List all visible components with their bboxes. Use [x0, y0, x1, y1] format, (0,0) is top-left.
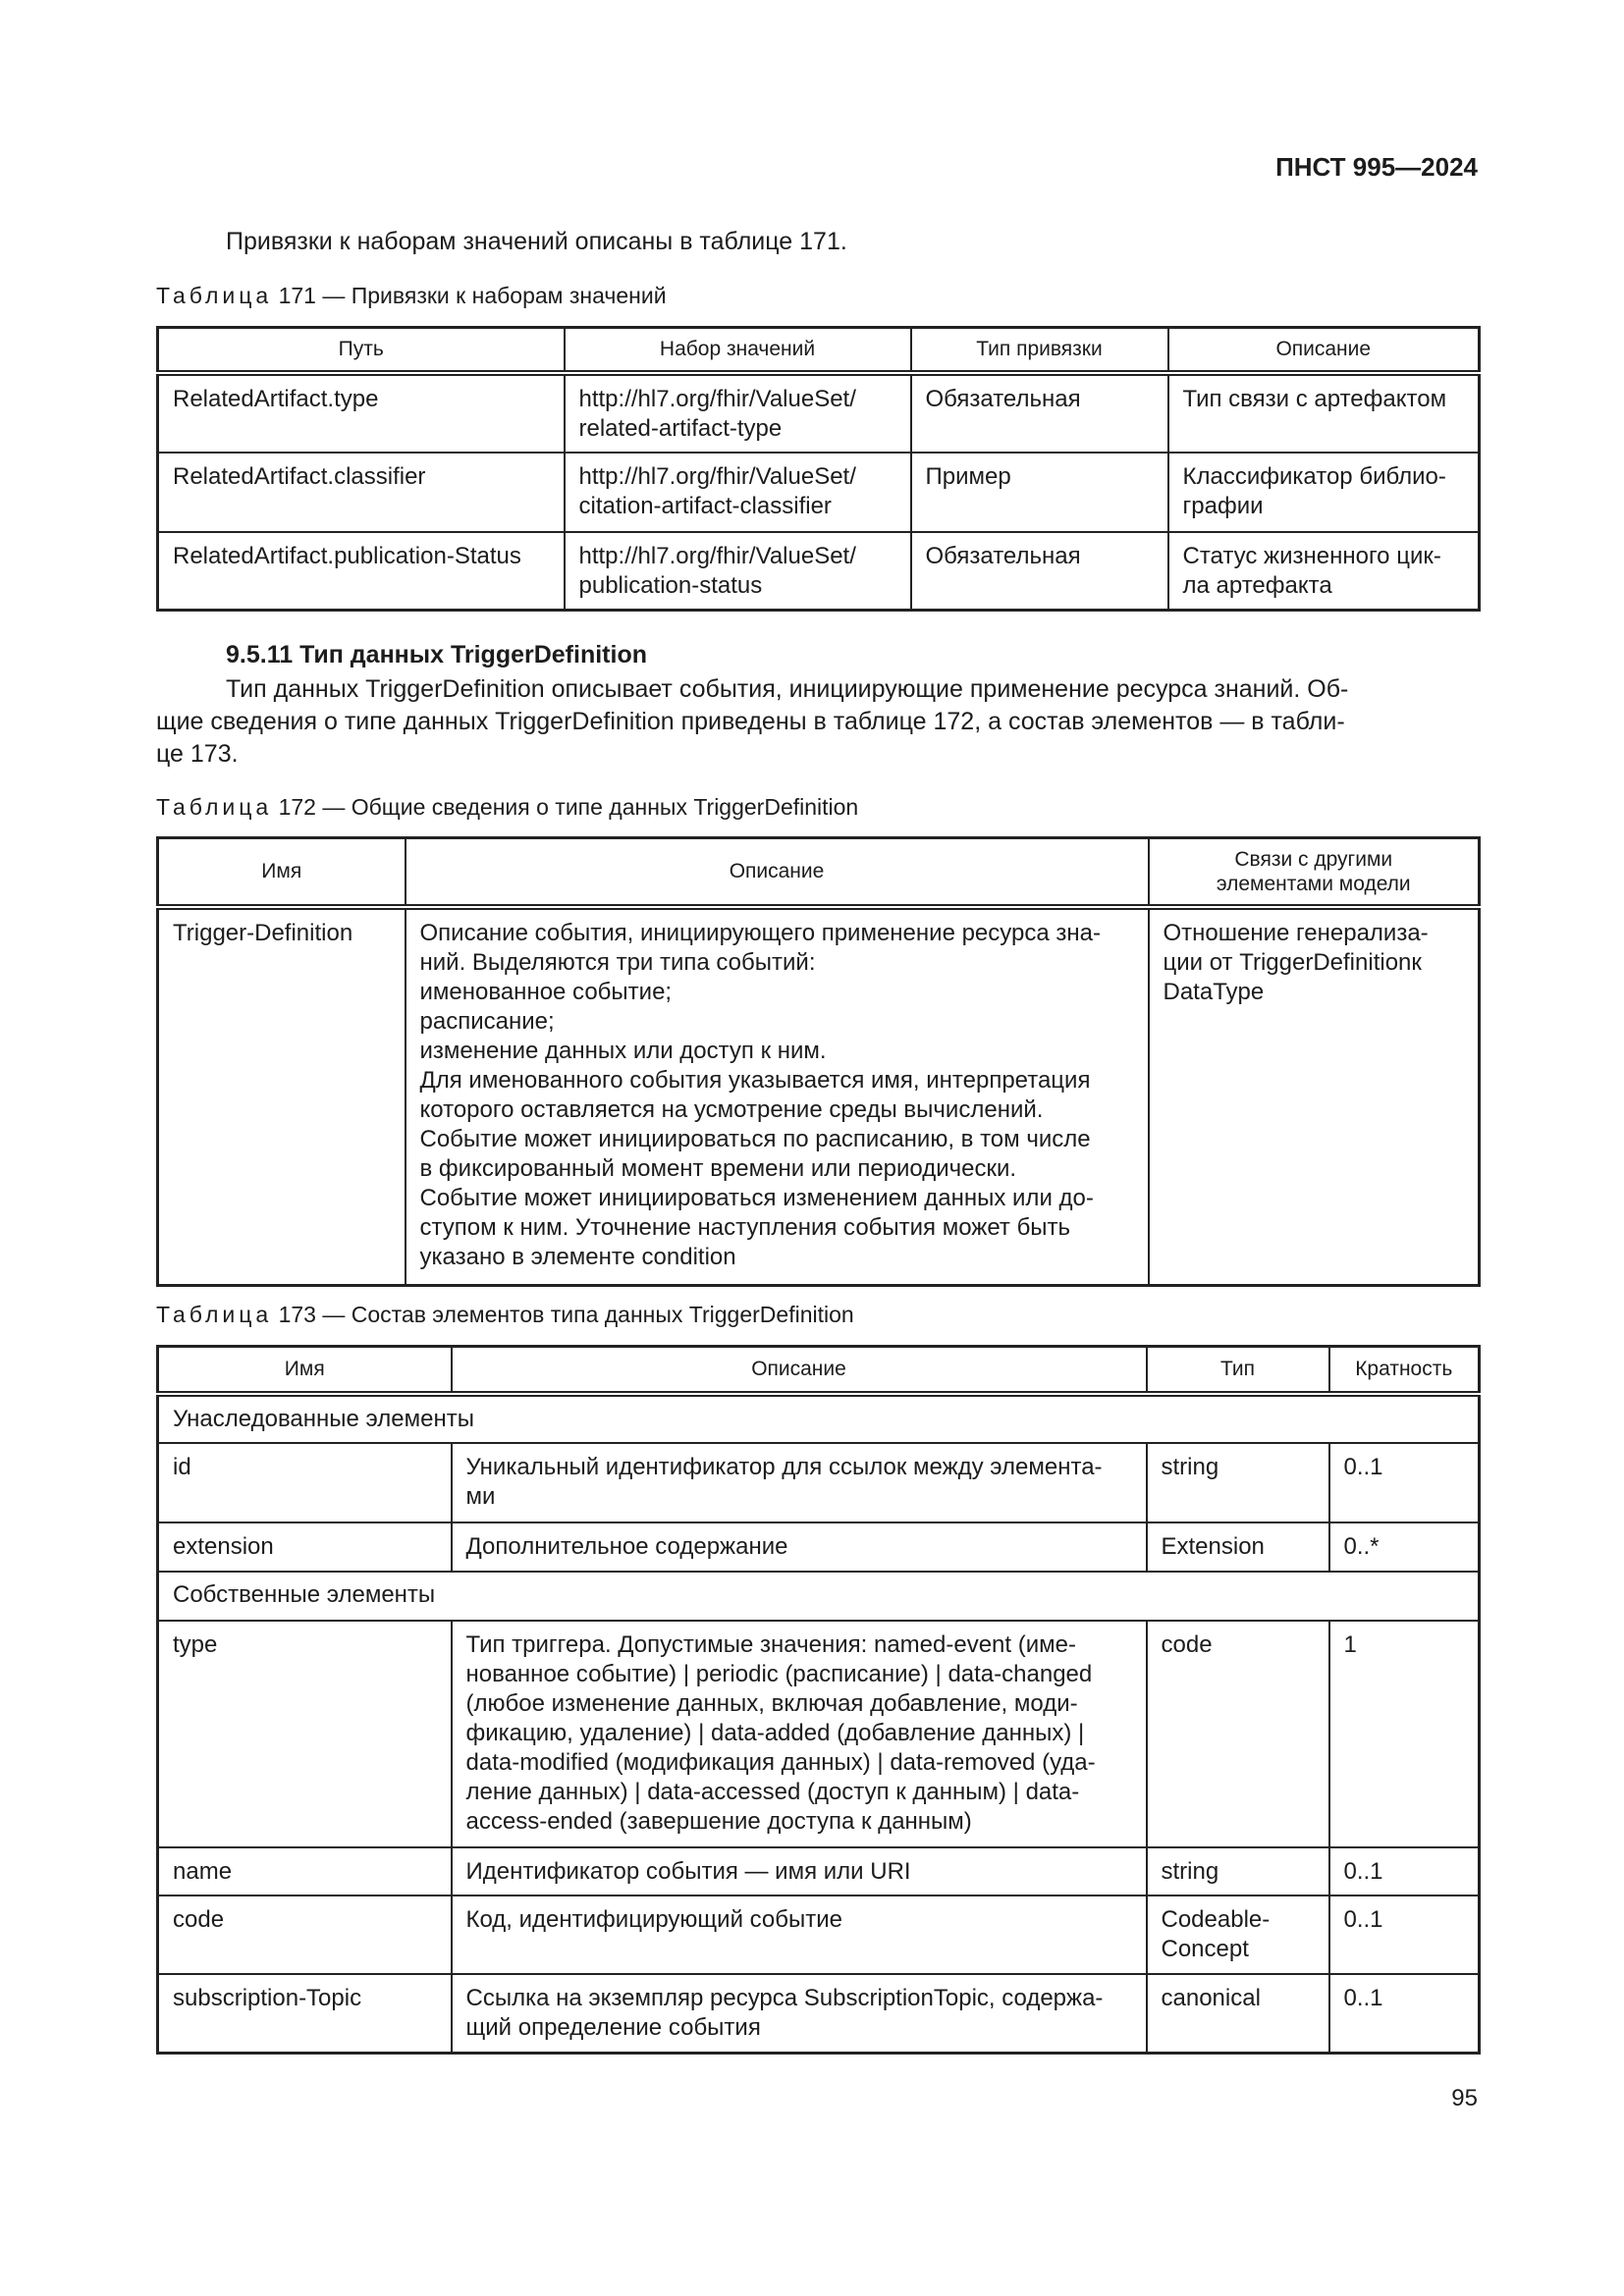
- cell-cardinality: 0..1: [1329, 1847, 1480, 1896]
- cell-relations: Отношение генерализа- ции от TriggerDefinitionк DataType: [1149, 907, 1480, 1286]
- cell-description: Уникальный идентификатор для ссылок между элемента- ми: [452, 1443, 1147, 1522]
- section-inherited: Унаследованные элементы: [158, 1394, 1480, 1443]
- table-172: [156, 836, 1481, 1287]
- cell-cardinality: 1: [1329, 1621, 1480, 1847]
- caption-prefix: Таблица: [156, 283, 273, 308]
- column-header: Кратность: [1329, 1347, 1480, 1394]
- cell-name: type: [158, 1621, 452, 1847]
- paragraph-line: це 173.: [156, 740, 239, 768]
- table-row: [158, 1974, 1480, 2054]
- table-171: [156, 326, 1481, 612]
- cell-type: code: [1147, 1621, 1329, 1847]
- section-heading: 9.5.11 Тип данных TriggerDefinition: [226, 641, 647, 668]
- caption-text: 172 — Общие сведения о типе данных TriggerDefinition: [272, 794, 859, 820]
- cell-description: Код, идентифицирующий событие: [452, 1896, 1147, 1974]
- cell-description: Описание события, инициирующего применение ресурса зна- ний. Выделяются три типа событий: именованное событие; расписание; изменение данных или доступ к ним. Для именованного события указывается имя, интерпретация которого оставляется на усмотрение среды вычислений. Событие может инициироваться по расписанию, в том числе в фиксированный момент времени или периодически. Событие может инициироваться изменением данных или до- ступом к ним. Уточнение наступления события может быть указано в элементе condition: [406, 907, 1149, 1286]
- table-row: [158, 907, 1480, 1286]
- cell-path: RelatedArtifact.classifier: [158, 453, 565, 532]
- column-header: Тип привязки: [911, 328, 1168, 373]
- intro-text: Привязки к наборам значений описаны в таблице 171.: [226, 228, 847, 255]
- cell-cardinality: 0..*: [1329, 1522, 1480, 1572]
- column-header: Имя: [158, 838, 406, 907]
- cell-description: Тип связи с артефактом: [1168, 373, 1480, 453]
- caption-prefix: Таблица: [156, 1302, 273, 1327]
- table-row: [158, 1847, 1480, 1896]
- cell-description: Ссылка на экземпляр ресурса SubscriptionTopic, содержа- щий определение события: [452, 1974, 1147, 2054]
- page-number: 95: [1451, 2085, 1478, 2111]
- cell-name: Trigger-Definition: [158, 907, 406, 1286]
- section-row: [158, 1572, 1480, 1621]
- cell-type: string: [1147, 1847, 1329, 1896]
- cell-valueset: http://hl7.org/fhir/ValueSet/ publication-status: [565, 532, 911, 611]
- column-header: Связи с другими элементами модели: [1149, 838, 1480, 907]
- paragraph-line: щие сведения о типе данных TriggerDefinition приведены в таблице 172, а состав элементов — в табли-: [156, 708, 1345, 735]
- cell-description: Классификатор библио- графии: [1168, 453, 1480, 532]
- table-header-row: [158, 1347, 1480, 1394]
- cell-description: Дополнительное содержание: [452, 1522, 1147, 1572]
- cell-description: Тип триггера. Допустимые значения: named-event (име- нованное событие) | periodic (расписание) | data-changed (любое изменение данных, включая добавление, моди- фикацию, удаление) | data-added (добавление данных) | data-modified (модификация данных) | data-removed (уда- ление данных) | data-accessed (доступ к данным) | data- access-ended (завершение доступа к данным): [452, 1621, 1147, 1847]
- cell-valueset: http://hl7.org/fhir/ValueSet/ citation-artifact-classifier: [565, 453, 911, 532]
- caption-prefix: Таблица: [156, 794, 273, 820]
- cell-valueset: http://hl7.org/fhir/ValueSet/ related-artifact-type: [565, 373, 911, 453]
- cell-description: Идентификатор события — имя или URI: [452, 1847, 1147, 1896]
- cell-path: RelatedArtifact.type: [158, 373, 565, 453]
- table-header-row: [158, 838, 1480, 907]
- cell-type: Codeable- Concept: [1147, 1896, 1329, 1974]
- column-header: Набор значений: [565, 328, 911, 373]
- cell-binding: Пример: [911, 453, 1168, 532]
- table-row: [158, 1522, 1480, 1572]
- cell-cardinality: 0..1: [1329, 1896, 1480, 1974]
- cell-cardinality: 0..1: [1329, 1974, 1480, 2054]
- cell-binding: Обязательная: [911, 373, 1168, 453]
- table-row: [158, 373, 1480, 453]
- section-own: Собственные элементы: [158, 1572, 1480, 1621]
- table-172-caption: [156, 794, 858, 821]
- caption-text: 171 — Привязки к наборам значений: [272, 283, 667, 308]
- column-header: Путь: [158, 328, 565, 373]
- cell-type: string: [1147, 1443, 1329, 1522]
- cell-name: extension: [158, 1522, 452, 1572]
- cell-name: name: [158, 1847, 452, 1896]
- column-header: Тип: [1147, 1347, 1329, 1394]
- cell-description: Статус жизненного цик- ла артефакта: [1168, 532, 1480, 611]
- cell-binding: Обязательная: [911, 532, 1168, 611]
- table-173: [156, 1345, 1481, 2055]
- cell-name: subscription-Topic: [158, 1974, 452, 2054]
- column-header: Имя: [158, 1347, 452, 1394]
- section-row: [158, 1394, 1480, 1443]
- cell-path: RelatedArtifact.publication-Status: [158, 532, 565, 611]
- cell-type: canonical: [1147, 1974, 1329, 2054]
- caption-text: 173 — Состав элементов типа данных TriggerDefinition: [272, 1302, 854, 1327]
- cell-cardinality: 0..1: [1329, 1443, 1480, 1522]
- table-row: [158, 1443, 1480, 1522]
- cell-type: Extension: [1147, 1522, 1329, 1572]
- cell-name: code: [158, 1896, 452, 1974]
- column-header: Описание: [406, 838, 1149, 907]
- section-paragraph: [156, 673, 1478, 771]
- paragraph-line: Тип данных TriggerDefinition описывает события, инициирующие применение ресурса знаний. Об-: [226, 675, 1349, 703]
- table-173-caption: [156, 1302, 854, 1328]
- table-header-row: [158, 328, 1480, 373]
- cell-name: id: [158, 1443, 452, 1522]
- table-row: [158, 532, 1480, 611]
- table-171-caption: [156, 283, 667, 309]
- column-header: Описание: [452, 1347, 1147, 1394]
- table-row: [158, 1896, 1480, 1974]
- document-id: ПНСТ 995—2024: [1275, 152, 1478, 182]
- table-row: [158, 453, 1480, 532]
- table-row: [158, 1621, 1480, 1847]
- column-header: Описание: [1168, 328, 1480, 373]
